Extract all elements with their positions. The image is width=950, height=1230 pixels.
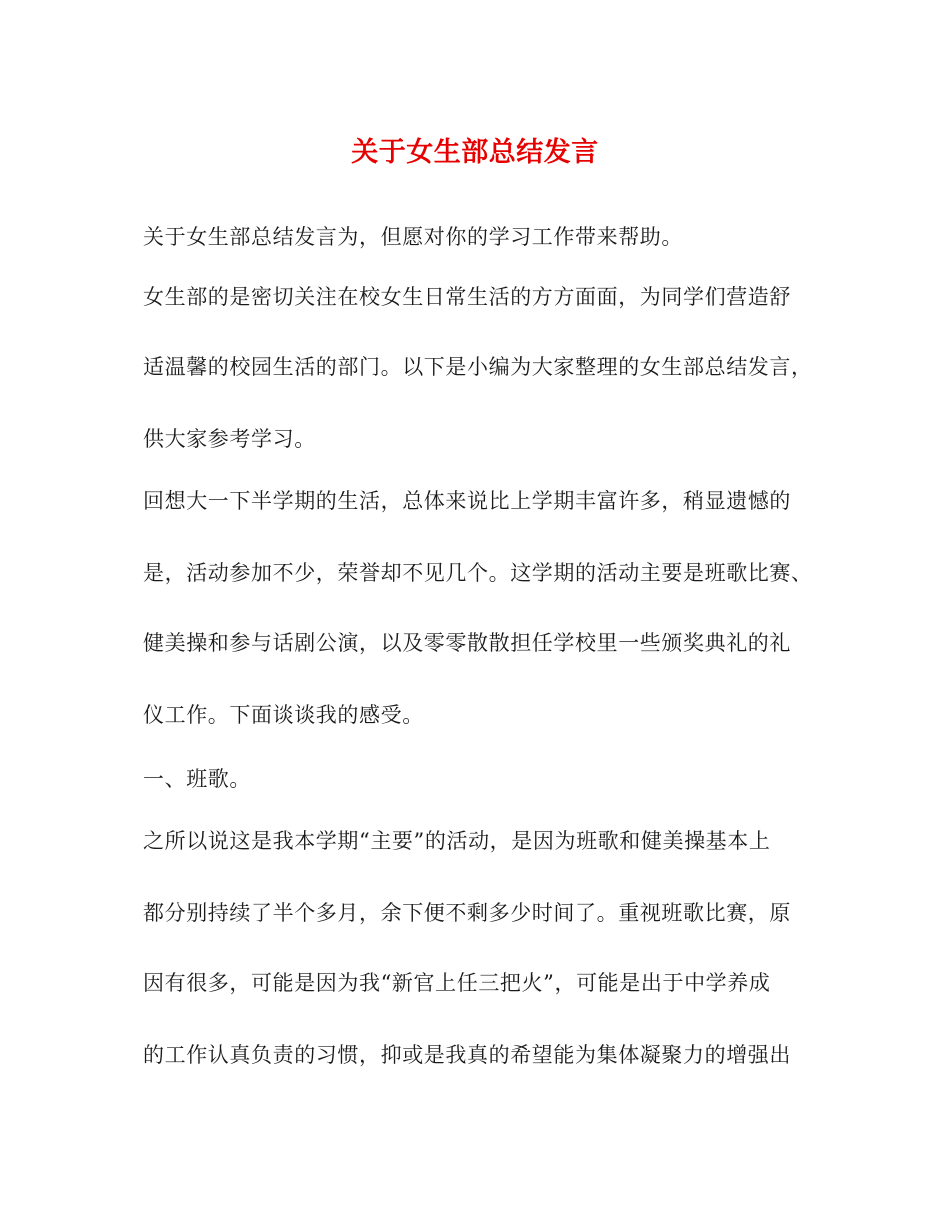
paragraph-line: 适温馨的校园生活的部门。以下是小编为大家整理的女生部总结发言， <box>143 355 813 379</box>
paragraph-line: 仪工作。下面谈谈我的感受。 <box>143 703 424 727</box>
paragraph-line: 女生部的是密切关注在校女生日常生活的方方面面，为同学们营造舒 <box>143 285 791 309</box>
paragraph-line: 因有很多，可能是因为我“新官上任三把火”，可能是出于中学养成 <box>143 971 771 995</box>
paragraph-line: 的工作认真负责的习惯，抑或是我真的希望能为集体凝聚力的增强出 <box>143 1043 791 1067</box>
paragraph-line: 是，活动参加不少，荣誉却不见几个。这学期的活动主要是班歌比赛、 <box>143 561 813 585</box>
paragraph-line: 回想大一下半学期的生活，总体来说比上学期丰富许多，稍显遗憾的 <box>143 489 791 513</box>
section-heading: 一、班歌。 <box>143 767 251 791</box>
paragraph-line: 之所以说这是我本学期“主要”的活动，是因为班歌和健美操基本上 <box>143 829 771 853</box>
paragraph-line: 关于女生部总结发言为，但愿对你的学习工作带来帮助。 <box>143 225 683 249</box>
paragraph-line: 都分别持续了半个多月，余下便不剩多少时间了。重视班歌比赛，原 <box>143 901 791 925</box>
paragraph-line: 健美操和参与话剧公演，以及零零散散担任学校里一些颁奖典礼的礼 <box>143 631 791 655</box>
document-title: 关于女生部总结发言 <box>351 137 599 168</box>
paragraph-line: 供大家参考学习。 <box>143 427 316 451</box>
